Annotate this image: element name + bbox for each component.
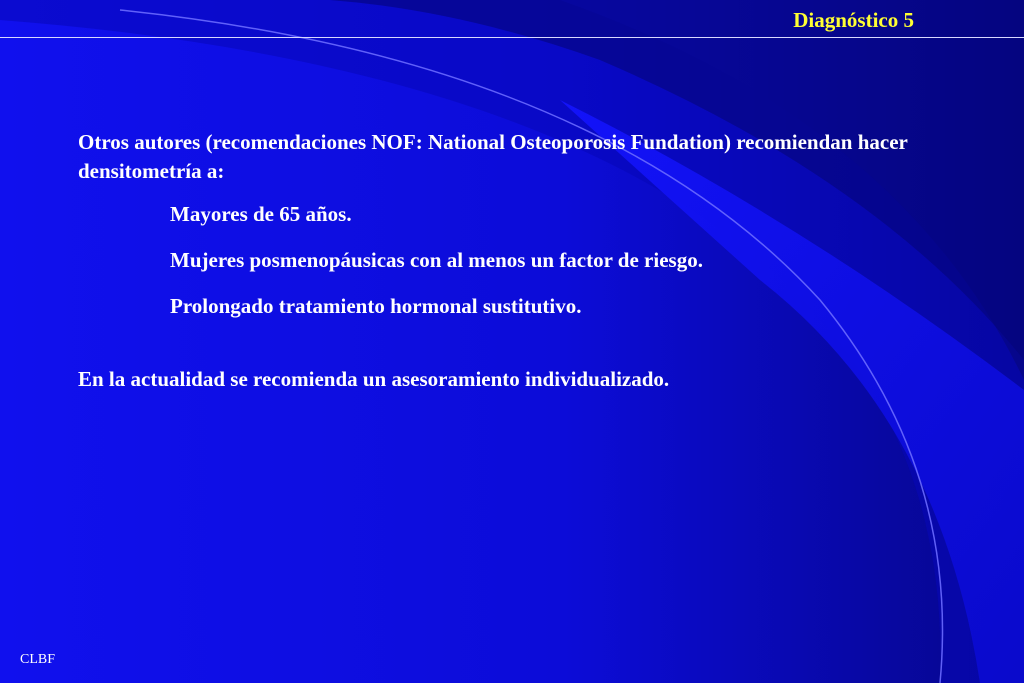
title-divider (0, 37, 1024, 38)
list-item: Mujeres posmenopáusicas con al menos un factor de riesgo. (170, 248, 703, 272)
slide-body (78, 128, 938, 394)
list-item: Mayores de 65 años. (170, 202, 352, 226)
closing-paragraph: En la actualidad se recomienda un asesoramiento individualizado. (78, 367, 670, 391)
intro-paragraph: Otros autores (recomendaciones NOF: National Osteoporosis Fundation) recomiendan hacer densitometría a: (78, 130, 908, 183)
slide-title: Diagnóstico 5 (793, 8, 914, 32)
list-item: Prolongado tratamiento hormonal sustitutivo. (170, 294, 582, 318)
recommendation-list (78, 200, 938, 321)
footer-label: CLBF (20, 652, 56, 667)
